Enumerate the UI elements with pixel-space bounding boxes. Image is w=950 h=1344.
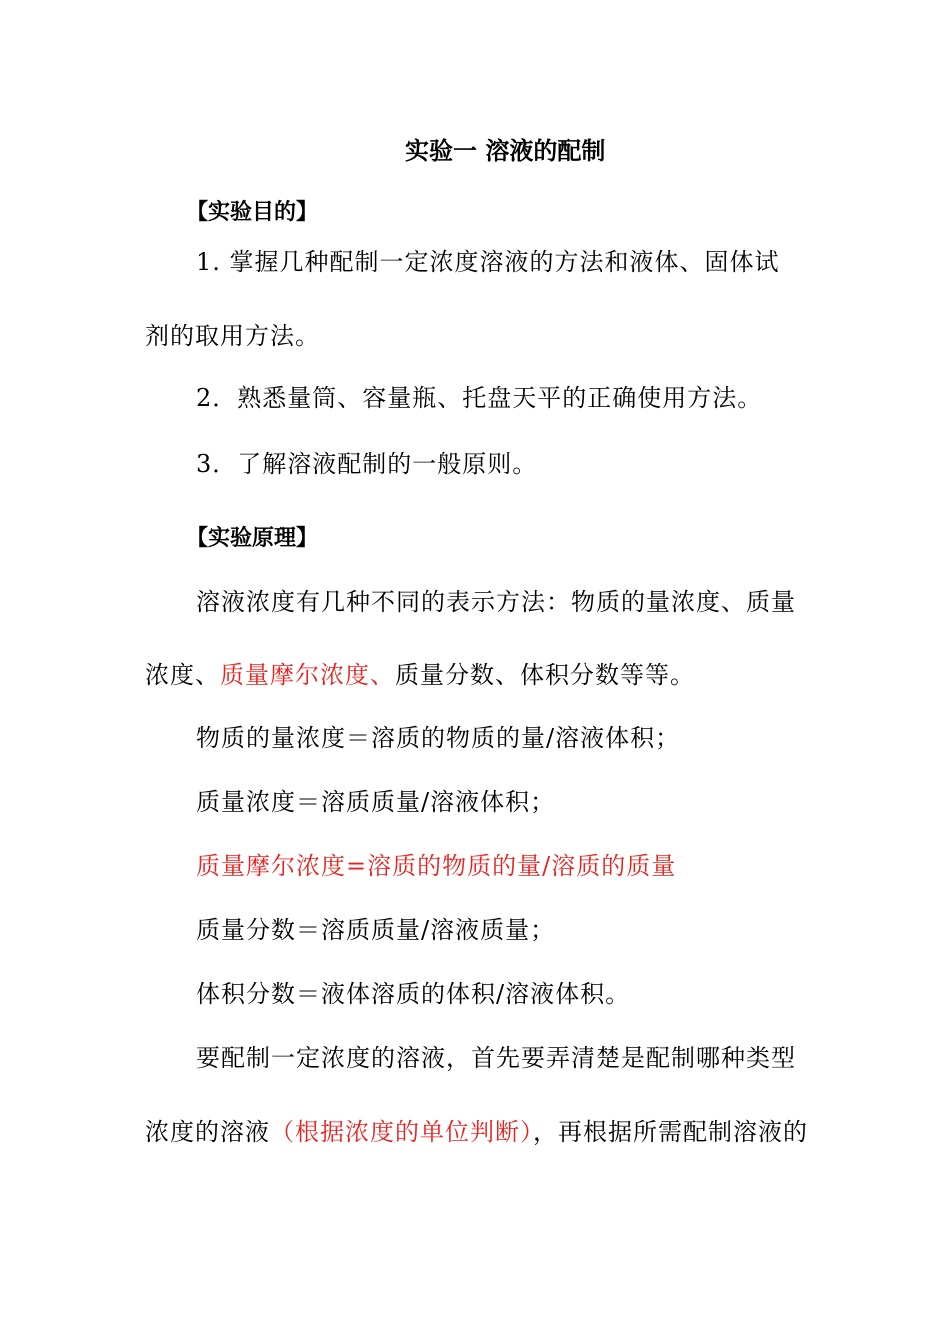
purpose-item-1-line-2: 剂的取用方法。: [145, 322, 320, 350]
section-heading-principle: 【实验原理】: [186, 526, 319, 551]
formula-mass-concentration: 质量浓度＝溶质质量/溶液体积；: [196, 788, 556, 816]
purpose-item-1-line-1: 1. 掌握几种配制一定浓度溶液的方法和液体、固体试: [196, 248, 780, 276]
highlighted-text-run: 质量摩尔浓度、: [220, 661, 395, 689]
text-run: 浓度的溶液: [145, 1118, 270, 1146]
text-run: 浓度、: [145, 661, 220, 689]
text-run: 质量分数、体积分数等等。: [395, 661, 695, 689]
principle-paragraph-2-line-1: 要配制一定浓度的溶液，首先要弄清楚是配制哪种类型: [196, 1044, 796, 1072]
text-run: ，再根据所需配制溶液的: [533, 1118, 808, 1146]
highlighted-text-run: （根据浓度的单位判断）: [270, 1118, 533, 1146]
principle-paragraph-2-line-2: [145, 1117, 808, 1147]
principle-paragraph-1-line-2: [145, 660, 695, 690]
formula-molality: 质量摩尔浓度=溶质的物质的量/溶质的质量: [196, 852, 677, 880]
section-heading-purpose: 【实验目的】: [186, 200, 319, 225]
formula-volume-fraction: 体积分数＝液体溶质的体积/溶液体积。: [196, 980, 631, 1008]
formula-mass-fraction: 质量分数＝溶质质量/溶液质量；: [196, 916, 556, 944]
principle-paragraph-1-line-1: 溶液浓度有几种不同的表示方法：物质的量浓度、质量: [196, 588, 796, 616]
document-title: 实验一 溶液的配制: [405, 137, 606, 165]
formula-amount-concentration: 物质的量浓度＝溶质的物质的量/溶液体积；: [196, 724, 681, 752]
purpose-item-2: 2．熟悉量筒、容量瓶、托盘天平的正确使用方法。: [196, 384, 763, 412]
purpose-item-3: 3．了解溶液配制的一般原则。: [196, 450, 538, 478]
